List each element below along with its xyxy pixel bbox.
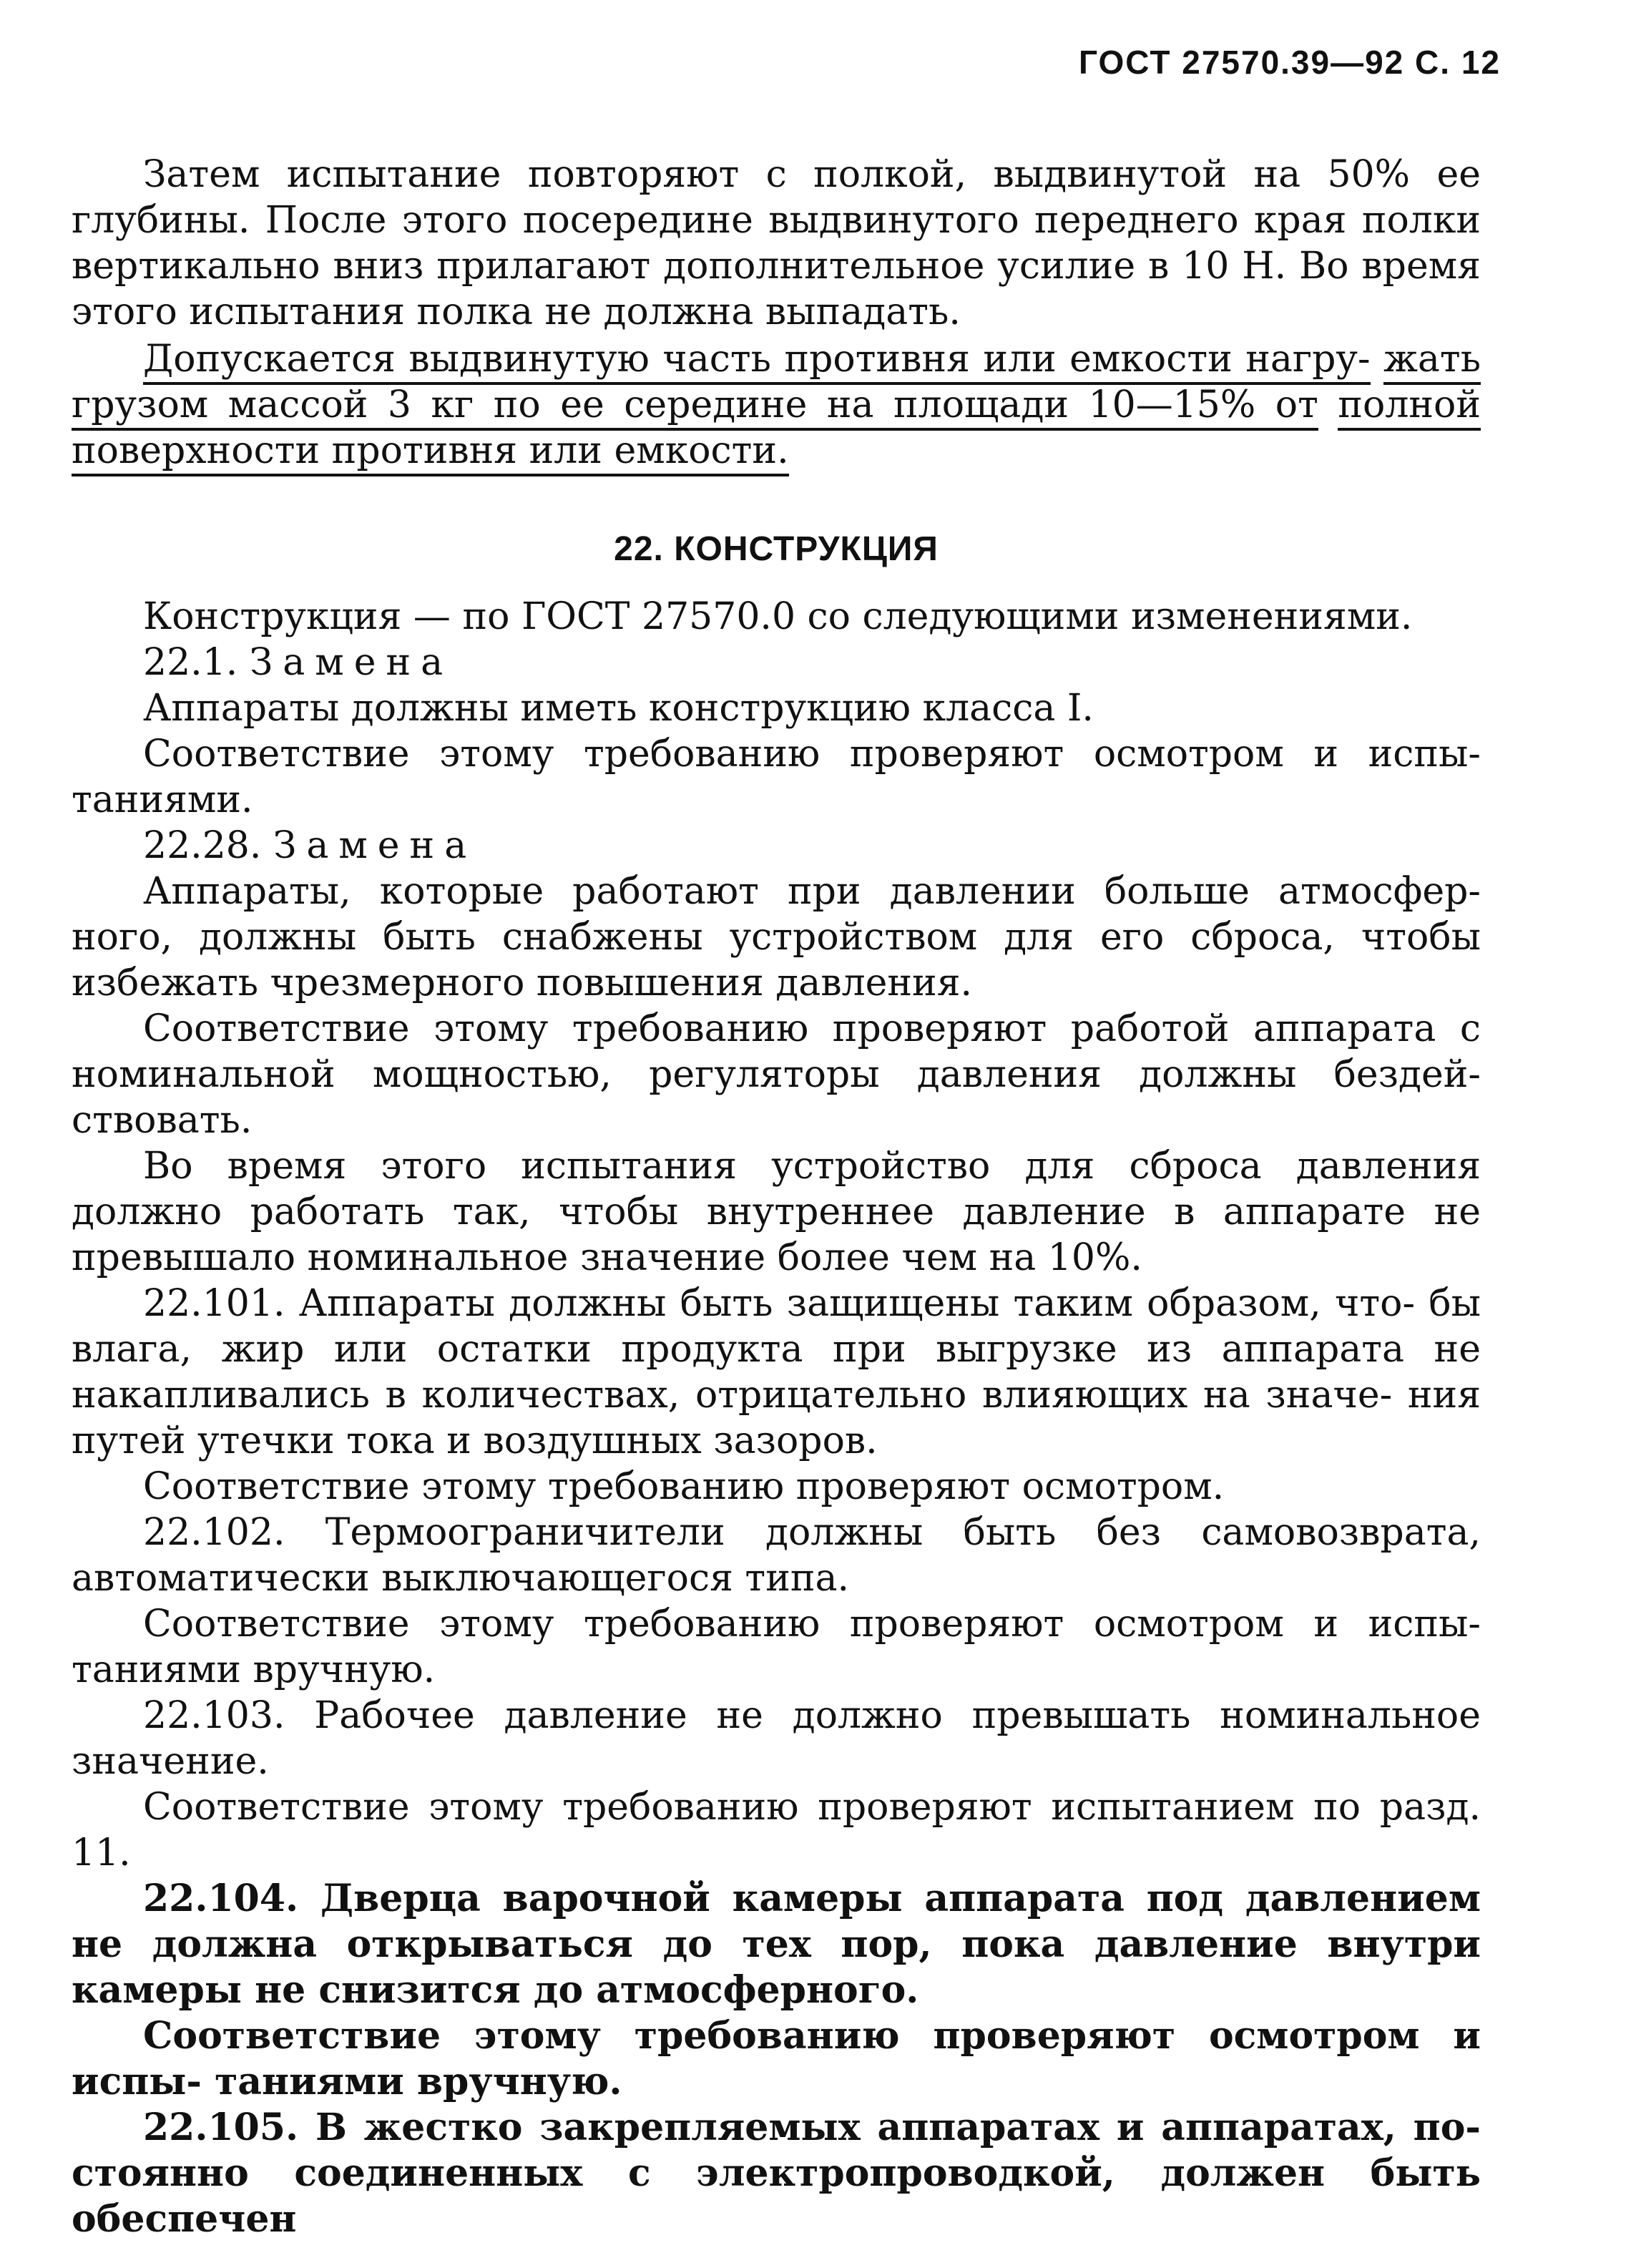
page-header: ГОСТ 27570.39—92 С. 12 <box>1079 44 1501 81</box>
paragraph: 22.105. В жестко закрепляемых аппаратах и аппаратах, по- стоянно соединенных с электропроводкой, должен быть обеспечен <box>72 2106 1481 2241</box>
paragraph: 22.101. Аппараты должны быть защищены таким образом, что- бы влага, жир или остатки продукта при выгрузке из аппарата не накапливались в количествах, отрицательно влияющих на значе- ния путей утечки тока и воздушных зазоров. <box>72 1282 1481 1462</box>
subsection-number: 22.28. <box>143 824 262 867</box>
underlined-line: жать грузом массой 3 кг по ее середине на площади 10—15% от <box>72 338 1481 431</box>
paragraph: Аппараты должны иметь конструкцию класса I. <box>143 687 1094 730</box>
subsection-heading <box>72 823 1481 869</box>
text-line: 10 Н. Во время этого испытания полка не должна выпадать. <box>72 245 1481 333</box>
underlined-line: Допускается выдвинутую часть противня или емкости нагру- <box>143 338 1371 385</box>
underlined-line: полной поверхности противня или емкости. <box>72 383 1481 476</box>
paragraph: Аппараты, которые работают при давлении больше атмосфер- ного, должны быть снабжены устройством для его сброса, чтобы избежать чрезмерного повышения давления. <box>72 870 1481 1005</box>
paragraph: Соответствие этому требованию проверяют осмотром и испы- таниями. <box>72 733 1481 821</box>
paragraph: Соответствие этому требованию проверяют испытанием по разд. 11. <box>72 1786 1481 1874</box>
paragraph: Конструкция — по ГОСТ 27570.0 со следующими изменениями. <box>143 595 1413 638</box>
paragraph: Соответствие этому требованию проверяют осмотром и испы- таниями вручную. <box>72 1603 1481 1691</box>
section-title: 22. КОНСТРУКЦИЯ <box>614 530 939 568</box>
paragraph: Соответствие этому требованию проверяют работой аппарата с номинальной мощностью, регуляторы давления должны бездей- ствовать. <box>72 1007 1481 1142</box>
text-line: полки вертикально вниз прилагают дополнительное усилие в <box>72 199 1481 288</box>
paragraph: 22.103. Рабочее давление не должно превышать номинальное значение. <box>72 1694 1481 1783</box>
paragraph-shelf-test <box>72 152 1481 335</box>
subsection-number: 22.1. <box>143 641 238 684</box>
paragraph: 22.104. Дверца варочной камеры аппарата под давлением не должна открываться до тех пор, пока давление внутри камеры не снизится до атмосферного. <box>72 1877 1481 2012</box>
text-line: Затем испытание повторяют с полкой, выдвинутой на 50% ее <box>143 153 1481 196</box>
document-body <box>72 152 1481 2242</box>
paragraph: Во время этого испытания устройство для сброса давления должно работать так, чтобы внутреннее давление в аппарате не превышало номинальное значение более чем на 10%. <box>72 1145 1481 1279</box>
paragraph: 22.102. Термоограничители должны быть без самовозврата, автоматически выключающегося типа. <box>72 1511 1481 1600</box>
paragraph-underlined-amendment <box>72 336 1481 474</box>
subsection-heading <box>72 640 1481 685</box>
paragraph: Соответствие этому требованию проверяют осмотром. <box>143 1465 1225 1508</box>
subsection-label: Замена <box>249 641 454 684</box>
text-line: глубины. После этого посередине выдвинутого переднего края <box>72 199 1347 242</box>
paragraph: Соответствие этому требованию проверяют осмотром и испы- таниями вручную. <box>72 2014 1481 2103</box>
subsection-label: Замена <box>273 824 477 867</box>
